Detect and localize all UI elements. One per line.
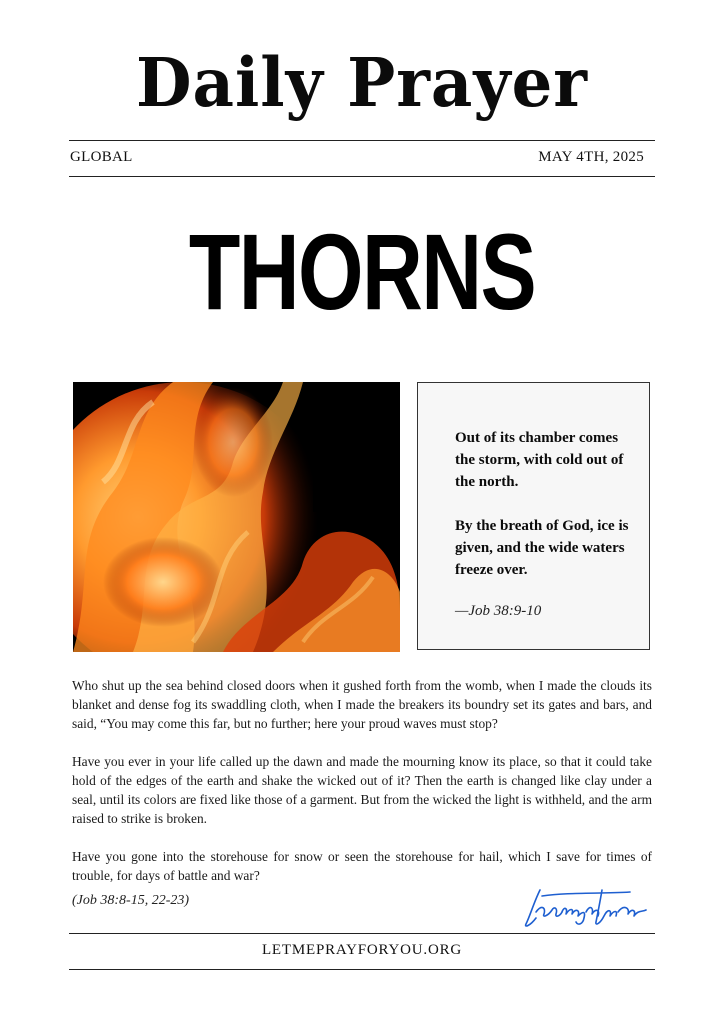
body-paragraph-3: Have you gone into the storehouse for snow or seen the storehouse for hail, which I save for times of trouble, for days of battle and war? [72,849,652,883]
headline: THORNS [188,211,536,332]
passage-citation: (Job 38:8-15, 22-23) [72,893,190,908]
quote-stanza-1: Out of its chamber comes the storm, with cold out of the north. [455,430,624,490]
body-paragraph-2: Have you ever in your life called up the dawn and made the mourning know its place, so that it could take hold of the edges of the earth and shake the wicked out of it? Then the earth is changed like clay under a seal, until its colors are fixed like those of a garment. But from the wicked the light is withheld, and the arm raised to strike is broken. [72,754,652,826]
issue-date: MAY 4TH, 2025 [538,149,644,165]
quote-citation: —Job 38:9-10 [455,603,542,619]
signature-image [520,882,650,935]
scripture-quote-box [417,382,650,650]
footer-top-divider [69,933,655,934]
fire-image [73,382,400,652]
masthead-title: Daily Prayer [136,44,588,123]
top-divider [69,140,655,141]
scripture-quote [455,427,635,603]
body-paragraph-1: Who shut up the sea behind closed doors when it gushed forth from the womb, when I made the clouds its blanket and dense fog its swaddling cloth, when I made the breakers its boundry set its gates and bars, and said, “You may come this far, but no further; here your proud waves must stop? [72,678,652,731]
footer-url: LETMEPRAYFORYOU.ORG [261,942,463,958]
quote-stanza-2: By the breath of God, ice is given, and the wide waters freeze over. [455,518,629,578]
region-label: GLOBAL [70,149,133,165]
body-text [72,676,652,904]
meta-divider [69,176,655,177]
footer-bottom-divider [69,969,655,970]
